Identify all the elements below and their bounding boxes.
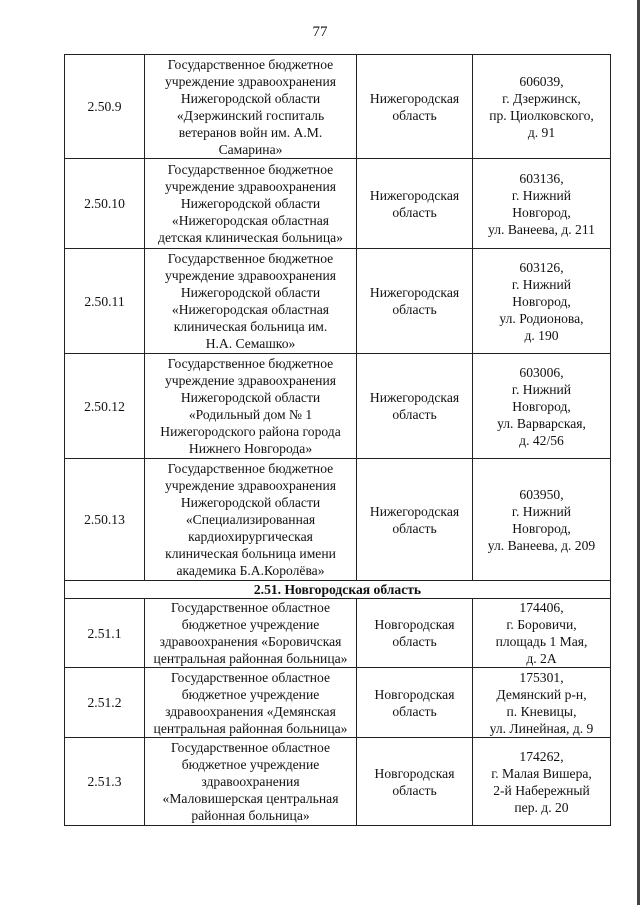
region-line: Нижегородская: [369, 90, 460, 106]
address-line: Новгород,: [512, 204, 571, 220]
institution-name-cell: [145, 354, 357, 459]
institution-name-cell: [145, 249, 357, 354]
region-cell: [357, 55, 473, 159]
region-cell: [357, 354, 473, 459]
address-line: 603006,: [519, 364, 564, 380]
row-number: 2.50.10: [65, 159, 145, 249]
address-cell: [473, 599, 611, 668]
region-cell: [357, 459, 473, 581]
institution-name-line: здравоохранения «Демянская: [165, 703, 336, 719]
address-line: д. 2А: [526, 651, 557, 666]
address-line: ул. Линейная, д. 9: [489, 720, 594, 736]
address-line: ул. Ванеева, д. 209: [487, 537, 596, 553]
institution-name-line: «Специализированная: [185, 512, 316, 527]
institution-name-line: Государственное областное: [170, 740, 331, 755]
institution-name-line: Нижегородской области: [180, 285, 321, 300]
institution-name-line: Нижнего Новгорода»: [188, 441, 313, 456]
institution-name-line: центральная районная больница»: [153, 720, 348, 736]
address-cell: [473, 459, 611, 581]
table-row: [65, 249, 611, 354]
institution-name-line: Государственное бюджетное: [167, 356, 334, 371]
region-line: Новгородская: [374, 617, 455, 632]
region-line: область: [392, 407, 437, 422]
address-line: г. Малая Вишера,: [491, 765, 592, 781]
institution-name-line: Нижегородской области: [180, 390, 321, 405]
row-number: 2.50.13: [65, 459, 145, 581]
institution-name-line: ветеранов войн им. А.М.: [178, 124, 323, 140]
address-line: площадь 1 Мая,: [495, 634, 588, 649]
row-number: 2.50.9: [65, 55, 145, 159]
institution-name-line: учреждение здравоохранения: [165, 268, 336, 283]
institution-name-cell: [145, 159, 357, 249]
institution-name-line: «Нижегородская областная: [171, 213, 330, 228]
row-number: 2.51.1: [65, 599, 145, 668]
institution-name-line: районная больница»: [191, 808, 310, 823]
address-line: 603950,: [519, 486, 564, 502]
institution-name-line: Нижегородского района города: [160, 424, 341, 439]
institution-name-cell: [145, 668, 357, 738]
address-line: ул. Родионова,: [499, 310, 584, 326]
institution-name-cell: [145, 599, 357, 668]
region-cell: [357, 249, 473, 354]
institution-name-line: учреждение здравоохранения: [165, 478, 336, 493]
institution-name-line: центральная районная больница»: [153, 651, 348, 666]
address-line: г. Нижний: [511, 187, 572, 203]
address-line: г. Нижний: [511, 503, 572, 519]
institution-name-cell: [145, 459, 357, 581]
institution-name-line: академика Б.А.Королёва»: [176, 563, 325, 578]
table-row: [65, 459, 611, 581]
region-cell: [357, 668, 473, 738]
address-line: Новгород,: [512, 293, 571, 309]
table-row: [65, 159, 611, 249]
table-row: [65, 599, 611, 668]
region-line: Нижегородская: [369, 187, 460, 203]
address-line: д. 42/56: [519, 432, 564, 448]
address-line: Новгород,: [512, 398, 571, 414]
table-row: [65, 738, 611, 826]
institution-name-line: кардиохирургическая: [188, 529, 313, 544]
address-line: пр. Циолковского,: [489, 107, 594, 123]
address-cell: [473, 738, 611, 826]
address-cell: [473, 668, 611, 738]
institution-name-line: Государственное областное: [170, 600, 331, 615]
region-line: область: [392, 107, 437, 123]
institution-name-line: Самарина»: [218, 141, 283, 157]
institution-name-cell: [145, 55, 357, 159]
row-number: 2.50.12: [65, 354, 145, 459]
region-cell: [357, 599, 473, 668]
address-line: г. Дзержинск,: [502, 90, 581, 106]
table-row: [65, 668, 611, 738]
institution-name-line: Государственное бюджетное: [167, 251, 334, 266]
region-line: Нижегородская: [369, 390, 460, 405]
institution-name-line: учреждение здравоохранения: [165, 73, 336, 89]
address-line: г. Нижний: [511, 276, 572, 292]
region-line: Нижегородская: [369, 285, 460, 300]
table-row: [65, 55, 611, 159]
address-line: Демянский р-н,: [496, 686, 587, 702]
institution-name-cell: [145, 738, 357, 826]
institution-name-line: «Дзержинский госпиталь: [176, 107, 325, 123]
address-line: 603136,: [519, 170, 564, 186]
institution-name-line: клиническая больница имени: [165, 546, 336, 561]
institution-name-line: Нижегородской области: [180, 495, 321, 510]
institution-name-line: детская клиническая больница»: [158, 230, 343, 245]
region-line: область: [392, 302, 437, 317]
institution-name-line: Государственное бюджетное: [167, 56, 334, 72]
region-line: область: [392, 782, 437, 798]
institution-name-line: «Родильный дом № 1: [188, 407, 313, 422]
region-line: область: [392, 520, 437, 536]
region-cell: [357, 159, 473, 249]
institution-name-line: клиническая больница им.: [173, 319, 328, 334]
row-number: 2.51.3: [65, 738, 145, 826]
institution-name-line: учреждение здравоохранения: [165, 373, 336, 388]
address-cell: [473, 55, 611, 159]
address-cell: [473, 249, 611, 354]
institution-name-line: Нижегородской области: [180, 196, 321, 211]
row-number: 2.51.2: [65, 668, 145, 738]
region-line: область: [392, 204, 437, 220]
institution-name-line: бюджетное учреждение: [181, 757, 320, 772]
address-cell: [473, 354, 611, 459]
address-line: г. Боровичи,: [506, 617, 577, 632]
institution-name-line: бюджетное учреждение: [181, 686, 320, 702]
section-heading-row: [65, 581, 611, 599]
region-line: Новгородская: [374, 765, 455, 781]
address-line: д. 91: [527, 124, 556, 140]
institutions-table: [64, 54, 611, 826]
address-line: ул. Ванеева, д. 211: [488, 221, 595, 237]
section-title: 2.51. Новгородская область: [65, 581, 611, 599]
region-line: область: [392, 634, 437, 649]
address-line: 174406,: [519, 600, 564, 615]
region-line: Новгородская: [374, 686, 455, 702]
institution-name-line: учреждение здравоохранения: [165, 179, 336, 194]
address-line: ул. Варварская,: [497, 415, 586, 431]
region-cell: [357, 738, 473, 826]
region-line: Нижегородская: [369, 503, 460, 519]
institution-name-line: «Нижегородская областная: [171, 302, 330, 317]
institution-name-line: здравоохранения: [201, 774, 300, 789]
institution-name-line: бюджетное учреждение: [181, 617, 320, 632]
institution-name-line: Нижегородской области: [180, 90, 321, 106]
institution-name-line: Н.А. Семашко»: [205, 336, 296, 351]
region-line: область: [392, 703, 437, 719]
institution-name-line: Государственное бюджетное: [167, 162, 334, 177]
address-line: пер. д. 20: [514, 799, 569, 815]
address-line: 175301,: [519, 669, 564, 685]
institution-name-line: Государственное областное: [170, 669, 331, 685]
address-cell: [473, 159, 611, 249]
address-line: 2-й Набережный: [493, 782, 590, 798]
address-line: г. Нижний: [511, 381, 572, 397]
page-number: 77: [312, 24, 328, 40]
row-number: 2.50.11: [65, 249, 145, 354]
address-line: д. 190: [524, 327, 559, 343]
address-line: Новгород,: [512, 520, 571, 536]
institution-name-line: «Маловишерская центральная: [162, 791, 339, 806]
address-line: 174262,: [519, 748, 564, 764]
address-line: п. Кневицы,: [506, 703, 577, 719]
address-line: 603126,: [519, 259, 564, 275]
institution-name-line: Государственное бюджетное: [167, 461, 334, 476]
address-line: 606039,: [519, 73, 564, 89]
table-row: [65, 354, 611, 459]
institution-name-line: здравоохранения «Боровичская: [159, 634, 342, 649]
